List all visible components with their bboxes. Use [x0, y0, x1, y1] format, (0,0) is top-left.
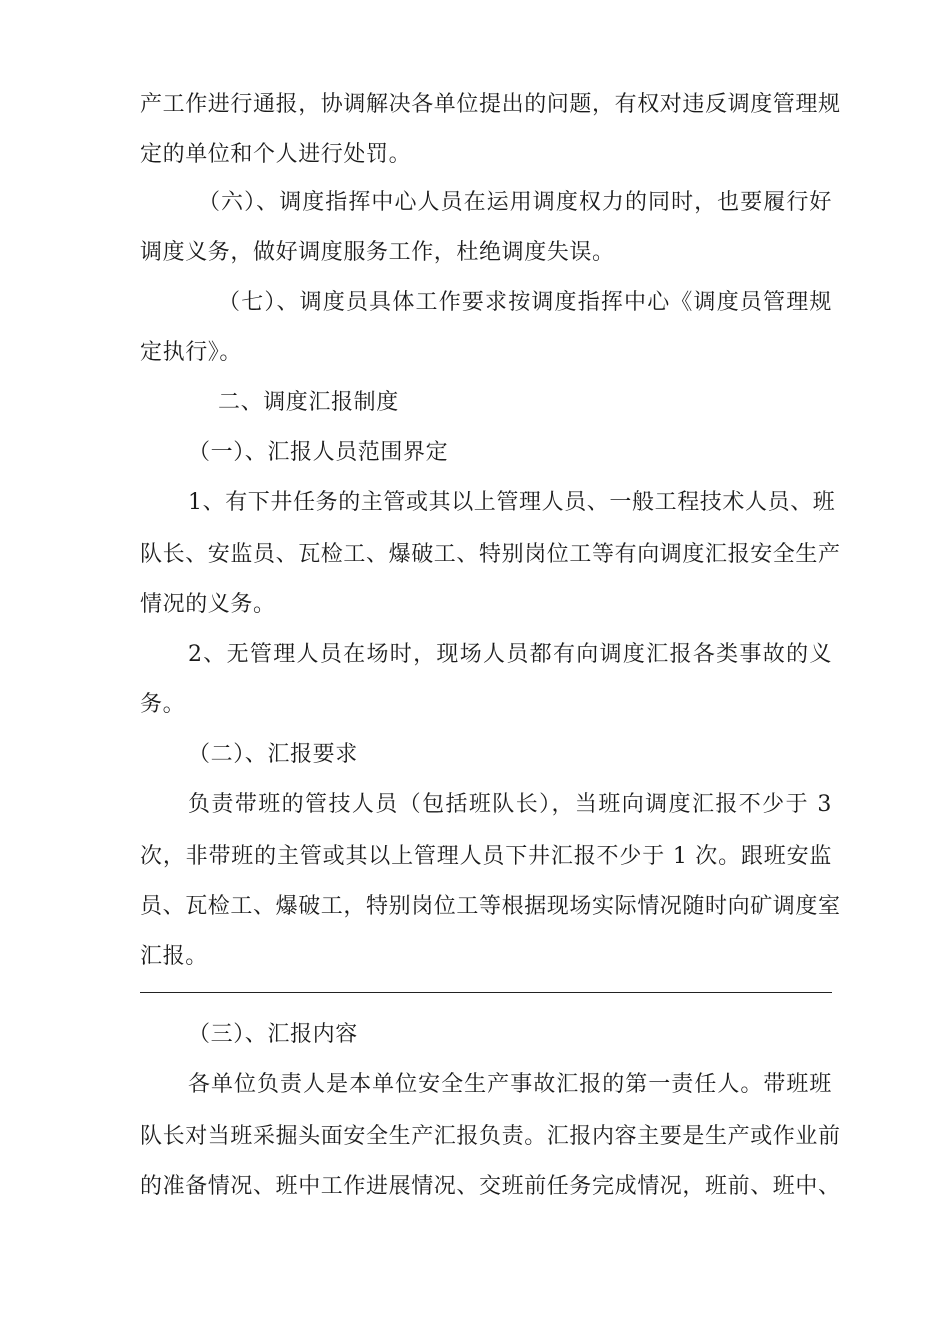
paragraph-line: （七）、调度员具体工作要求按调度指挥中心《调度员管理规	[218, 290, 832, 315]
paragraph-line: 次，非带班的主管或其以上管理人员下井汇报不少于 1 次。跟班安监	[140, 844, 832, 869]
paragraph-line: 队长、安监员、瓦检工、爆破工、特别岗位工等有向调度汇报安全生产	[140, 542, 841, 567]
paragraph-line: 定的单位和个人进行处罚。	[140, 142, 412, 167]
paragraph-line: 队长对当班采掘头面安全生产汇报负责。汇报内容主要是生产或作业前	[140, 1124, 841, 1149]
paragraph-line: （六）、调度指挥中心人员在运用调度权力的同时，也要履行好	[198, 190, 832, 215]
paragraph-line: 务。	[140, 692, 186, 717]
paragraph-line: 2、无管理人员在场时，现场人员都有向调度汇报各类事故的义	[188, 642, 832, 667]
paragraph-line: 员、瓦检工、爆破工，特别岗位工等根据现场实际情况随时向矿调度室	[140, 894, 841, 919]
paragraph-line: 各单位负责人是本单位安全生产事故汇报的第一责任人。带班班	[188, 1072, 832, 1097]
paragraph-line: 汇报。	[140, 944, 208, 969]
section-heading: 二、调度汇报制度	[218, 390, 399, 415]
paragraph-line: 定执行》。	[140, 340, 243, 365]
paragraph-line: 调度义务，做好调度服务工作，杜绝调度失误。	[140, 240, 615, 265]
paragraph-line: 负责带班的管技人员（包括班队长），当班向调度汇报不少于 3	[188, 792, 832, 817]
paragraph-line: 1、有下井任务的主管或其以上管理人员、一般工程技术人员、班	[188, 490, 836, 515]
paragraph-line: 的准备情况、班中工作进展情况、交班前任务完成情况，班前、班中、	[140, 1174, 841, 1199]
page-divider	[140, 992, 832, 993]
paragraph-line: 产工作进行通报，协调解决各单位提出的问题，有权对违反调度管理规	[140, 92, 841, 117]
subsection-heading: （一）、汇报人员范围界定	[188, 440, 449, 465]
paragraph-line: 情况的义务。	[140, 592, 276, 617]
subsection-heading: （二）、汇报要求	[188, 742, 358, 767]
subsection-heading: （三）、汇报内容	[188, 1022, 358, 1047]
